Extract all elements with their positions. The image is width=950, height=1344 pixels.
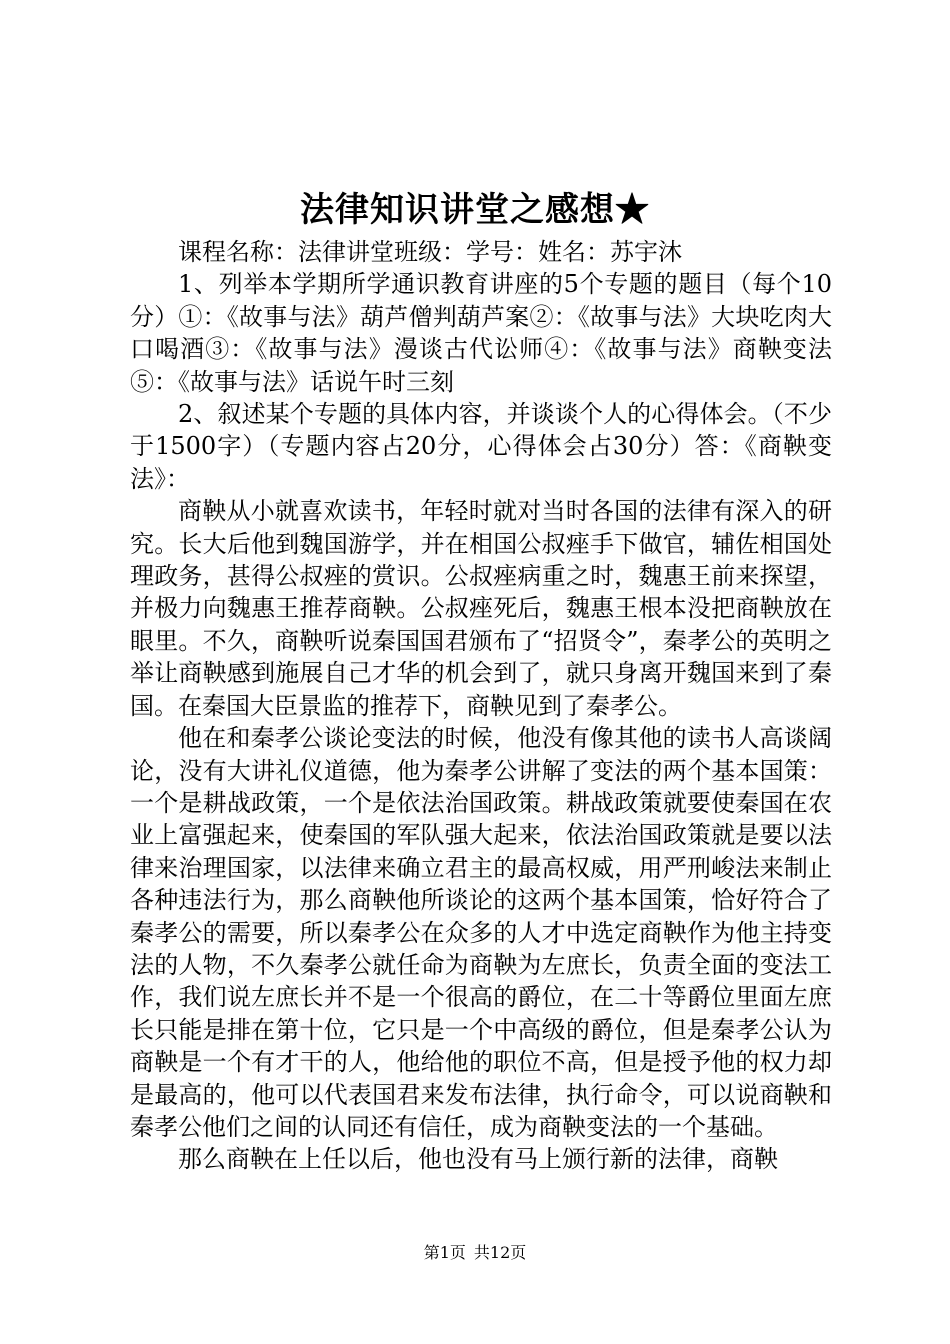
paragraph-body: 商鞅从小就喜欢读书，年轻时就对当时各国的法律有深入的研究。长大后他到魏国游学，并在相国公叔痤手下做官，辅佐相国处理政务，甚得公叔痤的赏识。公叔痤病重之时，魏惠王前来探望，并极力向魏惠王推荐商鞅。公叔痤死后，魏惠王根本没把商鞅放在眼里。不久，商鞅听说秦国国君颁布了“招贤令”，秦孝公的英明之举让商鞅感到施展自己才华的机会到了，就只身离开魏国来到了秦国。在秦国大臣景监的推荐下，商鞅见到了秦孝公。	[130, 497, 832, 720]
paragraph-course-info: 课程名称：法律讲堂班级：学号：姓名：苏宇沐	[178, 238, 682, 266]
document-title: 法律知识讲堂之感想★	[300, 190, 650, 230]
paragraph-question-2: 2、叙述某个专题的具体内容，并谈谈个人的心得体会。（不少于1500字）（专题内容占20分，心得体会占30分）答：《商鞅变法》：	[130, 400, 832, 493]
paragraph-question-1: 1、列举本学期所学通识教育讲座的5个专题的题目（每个10分）①：《故事与法》葫芦僧判葫芦案②：《故事与法》大块吃肉大口喝酒③：《故事与法》漫谈古代讼师④：《故事与法》商鞅变法⑤：《故事与法》话说午时三刻	[130, 270, 832, 396]
document-body	[130, 236, 832, 1176]
page-total: 共12页	[473, 1243, 527, 1262]
page-number: 第1页	[423, 1243, 466, 1262]
page-footer	[0, 1243, 950, 1263]
paragraph-body: 那么商鞅在上任以后，他也没有马上颁行新的法律，商鞅	[178, 1145, 778, 1174]
paragraph-body: 他在和秦孝公谈论变法的时候，他没有像其他的读书人高谈阔论，没有大讲礼仪道德，他为秦孝公讲解了变法的两个基本国策：一个是耕战政策，一个是依法治国政策。耕战政策就要使秦国在农业上富强起来，使秦国的军队强大起来，依法治国政策就是要以法律来治理国家，以法律来确立君主的最高权威，用严刑峻法来制止各种违法行为，那么商鞅他所谈论的这两个基本国策，恰好符合了秦孝公的需要，所以秦孝公在众多的人才中选定商鞅作为他主持变法的人物，不久秦孝公就任命为商鞅为左庶长，负责全面的变法工作，我们说左庶长并不是一个很高的爵位，在二十等爵位里面左庶长只能是排在第十位，它只是一个中高级的爵位，但是秦孝公认为商鞅是一个有才干的人，他给他的职位不高，但是授予他的权力却是最高的，他可以代表国君来发布法律，执行命令，可以说商鞅和秦孝公他们之间的认同还有信任，成为商鞅变法的一个基础。	[130, 724, 832, 1141]
